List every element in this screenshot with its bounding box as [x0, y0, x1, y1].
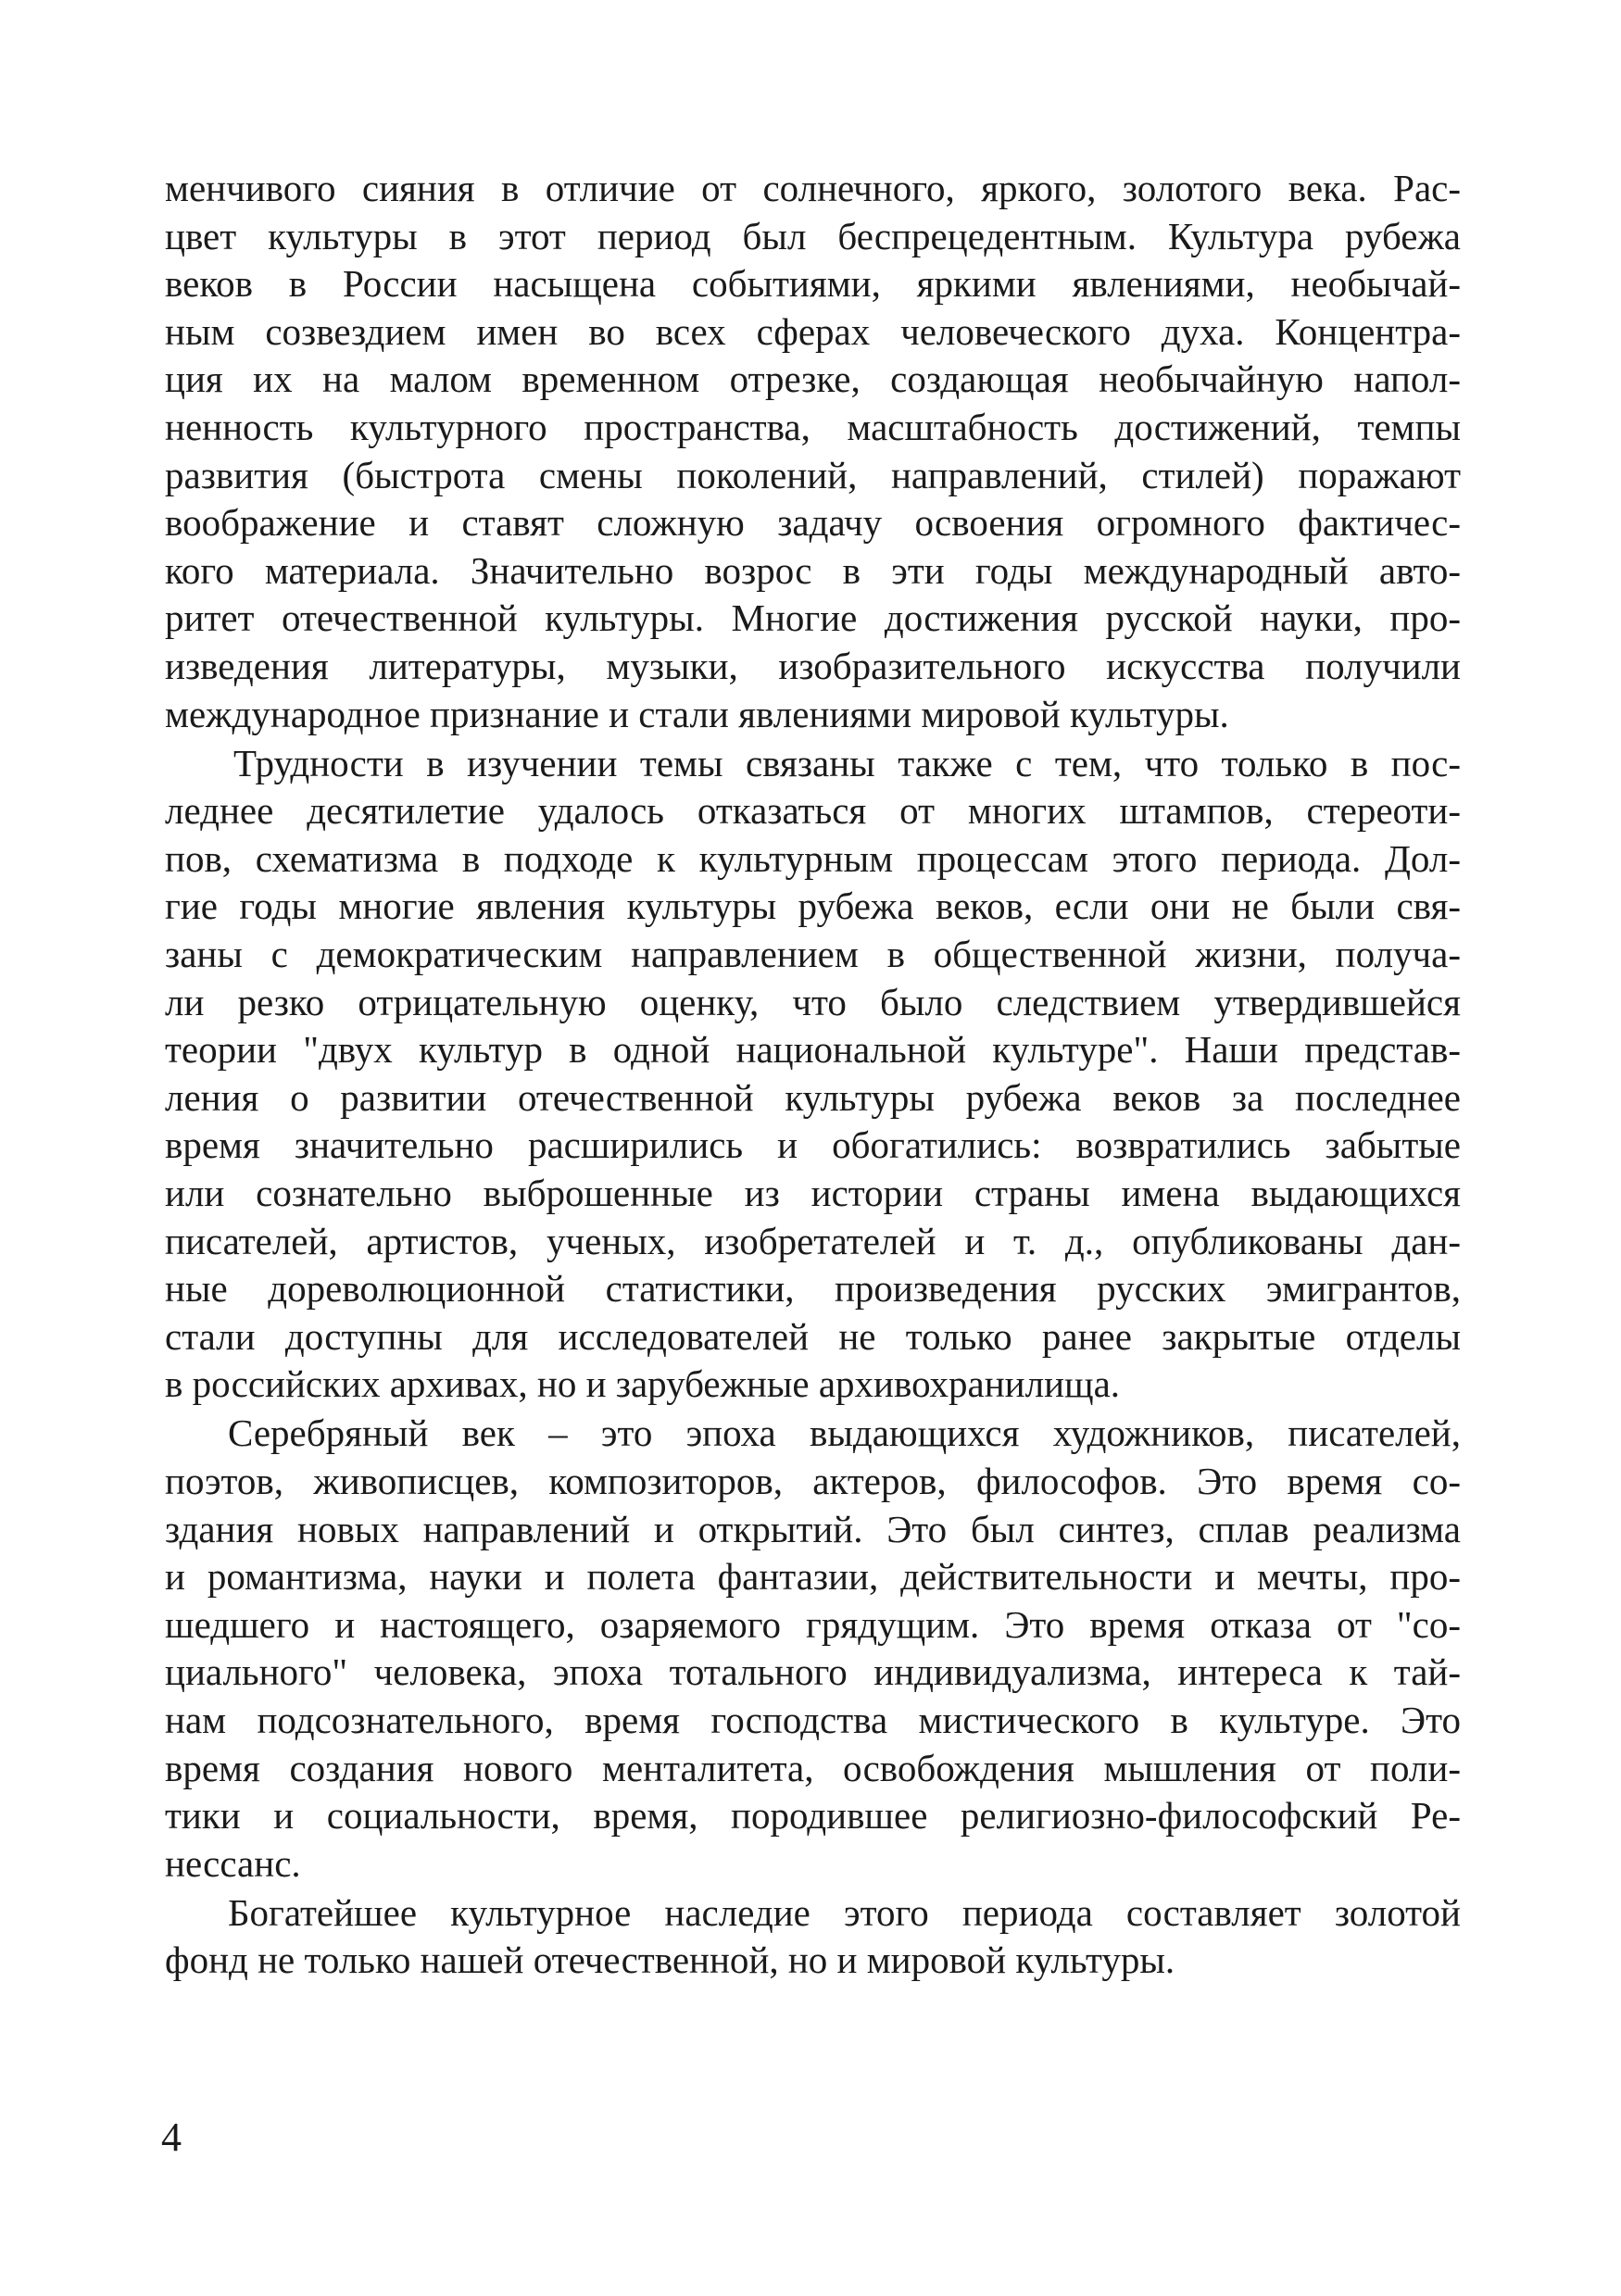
body-text	[165, 165, 1461, 1985]
text-line: тики и социальности, время, породившее религиозно-философский Ре-	[165, 1794, 1461, 1838]
text-line: стали доступны для исследователей не только ранее закрытые отделы	[165, 1314, 1461, 1358]
text-line: заны с демократическим направлением в общественной жизни, получа-	[165, 933, 1461, 975]
text-line: писателей, артистов, ученых, изобретателей и т. д., опубликованы дан-	[165, 1219, 1461, 1262]
text-line: поэтов, живописцев, композиторов, актеров, философов. Это время со-	[165, 1460, 1461, 1503]
text-line: ция их на малом временном отрезке, создающая необычайную напол-	[165, 358, 1461, 401]
text-line: Трудности в изучении темы связаны также с тем, что только в пос-	[233, 741, 1461, 784]
text-line: ным созвездием имен во всех сферах человеческого духа. Концентра-	[165, 309, 1461, 353]
text-line: в российских архивах, но и зарубежные архивохранилища.	[165, 1362, 1121, 1406]
text-line: гие годы многие явления культуры рубежа веков, если они не были свя-	[165, 885, 1461, 928]
text-line: менчивого сияния в отличие от солнечного, яркого, золотого века. Рас-	[165, 167, 1461, 209]
text-line: нессанс.	[165, 1841, 301, 1885]
paragraph-1	[165, 165, 1461, 738]
text-line: ления о развитии отечественной культуры рубежа веков за последнее	[165, 1075, 1461, 1119]
text-line: ные дореволюционной статистики, произведения русских эмигрантов,	[165, 1267, 1461, 1311]
text-line: теории "двух культур в одной национальной культуре". Наши представ-	[165, 1028, 1461, 1072]
text-line: или сознательно выброшенные из истории страны имена выдающихся	[165, 1171, 1461, 1214]
text-line: Богатейшее культурное наследие этого периода составляет золотой	[228, 1890, 1461, 1934]
paragraph-4	[165, 1889, 1461, 1985]
paragraph-3	[165, 1410, 1461, 1888]
text-line: изведения литературы, музыки, изобразительного искусства получили	[165, 644, 1461, 687]
text-line: ли резко отрицательную оценку, что было следствием утвердившейся	[165, 980, 1461, 1023]
text-line: нам подсознательного, время господства мистического в культуре. Это	[165, 1699, 1461, 1741]
page-number: 4	[161, 2114, 182, 2160]
text-line: ненность культурного пространства, масштабность достижений, темпы	[165, 405, 1461, 448]
text-line: фонд не только нашей отечественной, но и мировой культуры.	[165, 1938, 1175, 1982]
text-line: ритет отечественной культуры. Многие достижения русской науки, про-	[165, 596, 1461, 640]
text-line: время создания нового менталитета, освобождения мышления от поли-	[165, 1746, 1461, 1789]
text-line: кого материала. Значительно возрос в эти годы международный авто-	[165, 548, 1461, 592]
text-line: циального" человека, эпоха тотального индивидуализма, интереса к тай-	[165, 1650, 1461, 1694]
text-line: Серебряный век – это эпоха выдающихся художников, писателей,	[228, 1411, 1461, 1455]
text-line: воображение и ставят сложную задачу освоения огромного фактичес-	[165, 501, 1461, 545]
text-line: цвет культуры в этот период был беспрецедентным. Культура рубежа	[165, 214, 1461, 257]
text-line: веков в России насыщена событиями, яркими явлениями, необычай-	[165, 262, 1461, 306]
text-line: леднее десятилетие удалось отказаться от многих штампов, стереоти-	[165, 789, 1461, 833]
paragraph-2	[165, 740, 1461, 1409]
text-line: развития (быстрота смены поколений, направлений, стилей) поражают	[165, 453, 1461, 496]
text-line: здания новых направлений и открытий. Это был синтез, сплав реализма	[165, 1507, 1461, 1550]
text-line: пов, схематизма в подходе к культурным процессам этого периода. Дол-	[165, 836, 1461, 880]
text-line: международное признание и стали явлениями мировой культуры.	[165, 692, 1229, 735]
text-line: время значительно расширились и обогатились: возвратились забытые	[165, 1123, 1461, 1167]
text-line: шедшего и настоящего, озаряемого грядущим. Это время отказа от "со-	[165, 1602, 1461, 1646]
text-line: и романтизма, науки и полета фантазии, действительности и мечты, про-	[165, 1555, 1461, 1599]
